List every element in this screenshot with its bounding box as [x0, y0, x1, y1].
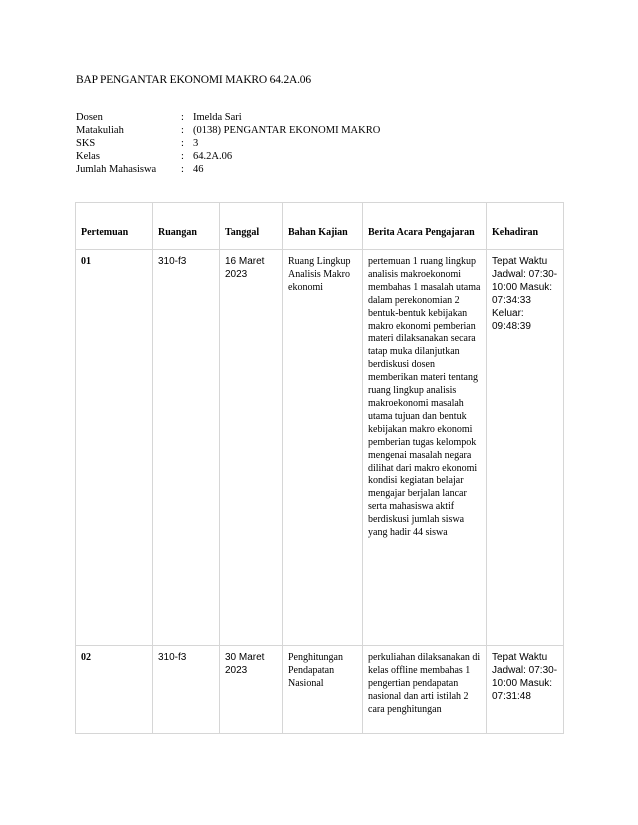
info-value: (0138) PENGANTAR EKONOMI MAKRO [193, 125, 381, 136]
cell-ruangan: 310-f3 [153, 250, 220, 646]
cell-pertemuan: 02 [76, 646, 153, 734]
document-title: BAP PENGANTAR EKONOMI MAKRO 64.2A.06 [76, 74, 311, 86]
cell-pertemuan: 01 [76, 250, 153, 646]
info-label: Kelas [76, 151, 100, 162]
info-value: 46 [193, 164, 204, 175]
header-kehadiran: Kehadiran [487, 203, 564, 250]
info-value: Imelda Sari [193, 112, 242, 123]
bap-table [75, 202, 564, 734]
header-bahan-kajian: Bahan Kajian [283, 203, 363, 250]
cell-berita-acara: pertemuan 1 ruang lingkup analisis makroekonomi membahas 1 masalah utama dalam perekonomian 2 bentuk-bentuk kebijakan makro ekonomi pemberian materi dilaksanakan secara tatap muka dilanjutkan berdiskusi dosen memberikan materi tentang ruang lingkup analisis makroekonomi masalah utama tujuan dan bentuk kebijakan makro ekonomi pemberian tugas kelompok mengenai masalah negara dilihat dari makro ekonomi kondisi kegiatan belajar mengajar berjalan lancar serta mahasiswa aktif berdiskusi jumlah siswa yang hadir 44 siswa [363, 250, 487, 646]
info-colon: : [181, 138, 184, 149]
table-row [76, 646, 564, 734]
info-colon: : [181, 125, 184, 136]
table-header-row [76, 203, 564, 250]
info-label: SKS [76, 138, 96, 149]
info-label: Dosen [76, 112, 103, 123]
info-value: 3 [193, 138, 199, 149]
course-info [76, 111, 380, 176]
info-label: Jumlah Mahasiswa [76, 164, 157, 175]
table-row [76, 250, 564, 646]
info-colon: : [181, 112, 184, 123]
cell-bahan-kajian: Penghitungan Pendapatan Nasional [283, 646, 363, 734]
info-value: 64.2A.06 [193, 151, 233, 162]
cell-ruangan: 310-f3 [153, 646, 220, 734]
cell-tanggal: 16 Maret 2023 [220, 250, 283, 646]
header-ruangan: Ruangan [153, 203, 220, 250]
info-label: Matakuliah [76, 125, 124, 136]
info-colon: : [181, 164, 184, 175]
header-pertemuan: Pertemuan [76, 203, 153, 250]
header-tanggal: Tanggal [220, 203, 283, 250]
cell-tanggal: 30 Maret 2023 [220, 646, 283, 734]
info-row-sks [76, 137, 380, 150]
info-row-dosen [76, 111, 380, 124]
info-row-jumlah-mahasiswa [76, 163, 380, 176]
info-row-kelas [76, 150, 380, 163]
header-berita-acara: Berita Acara Pengajaran [363, 203, 487, 250]
cell-berita-acara: perkuliahan dilaksanakan di kelas offline membahas 1 pengertian pendapatan nasional dan arti istilah 2 cara penghitungan [363, 646, 487, 734]
cell-bahan-kajian: Ruang Lingkup Analisis Makro ekonomi [283, 250, 363, 646]
info-colon: : [181, 151, 184, 162]
cell-kehadiran: Tepat Waktu Jadwal: 07:30-10:00 Masuk: 07:31:48 [487, 646, 564, 734]
info-row-matakuliah [76, 124, 380, 137]
cell-kehadiran: Tepat Waktu Jadwal: 07:30-10:00 Masuk: 07:34:33 Keluar: 09:48:39 [487, 250, 564, 646]
